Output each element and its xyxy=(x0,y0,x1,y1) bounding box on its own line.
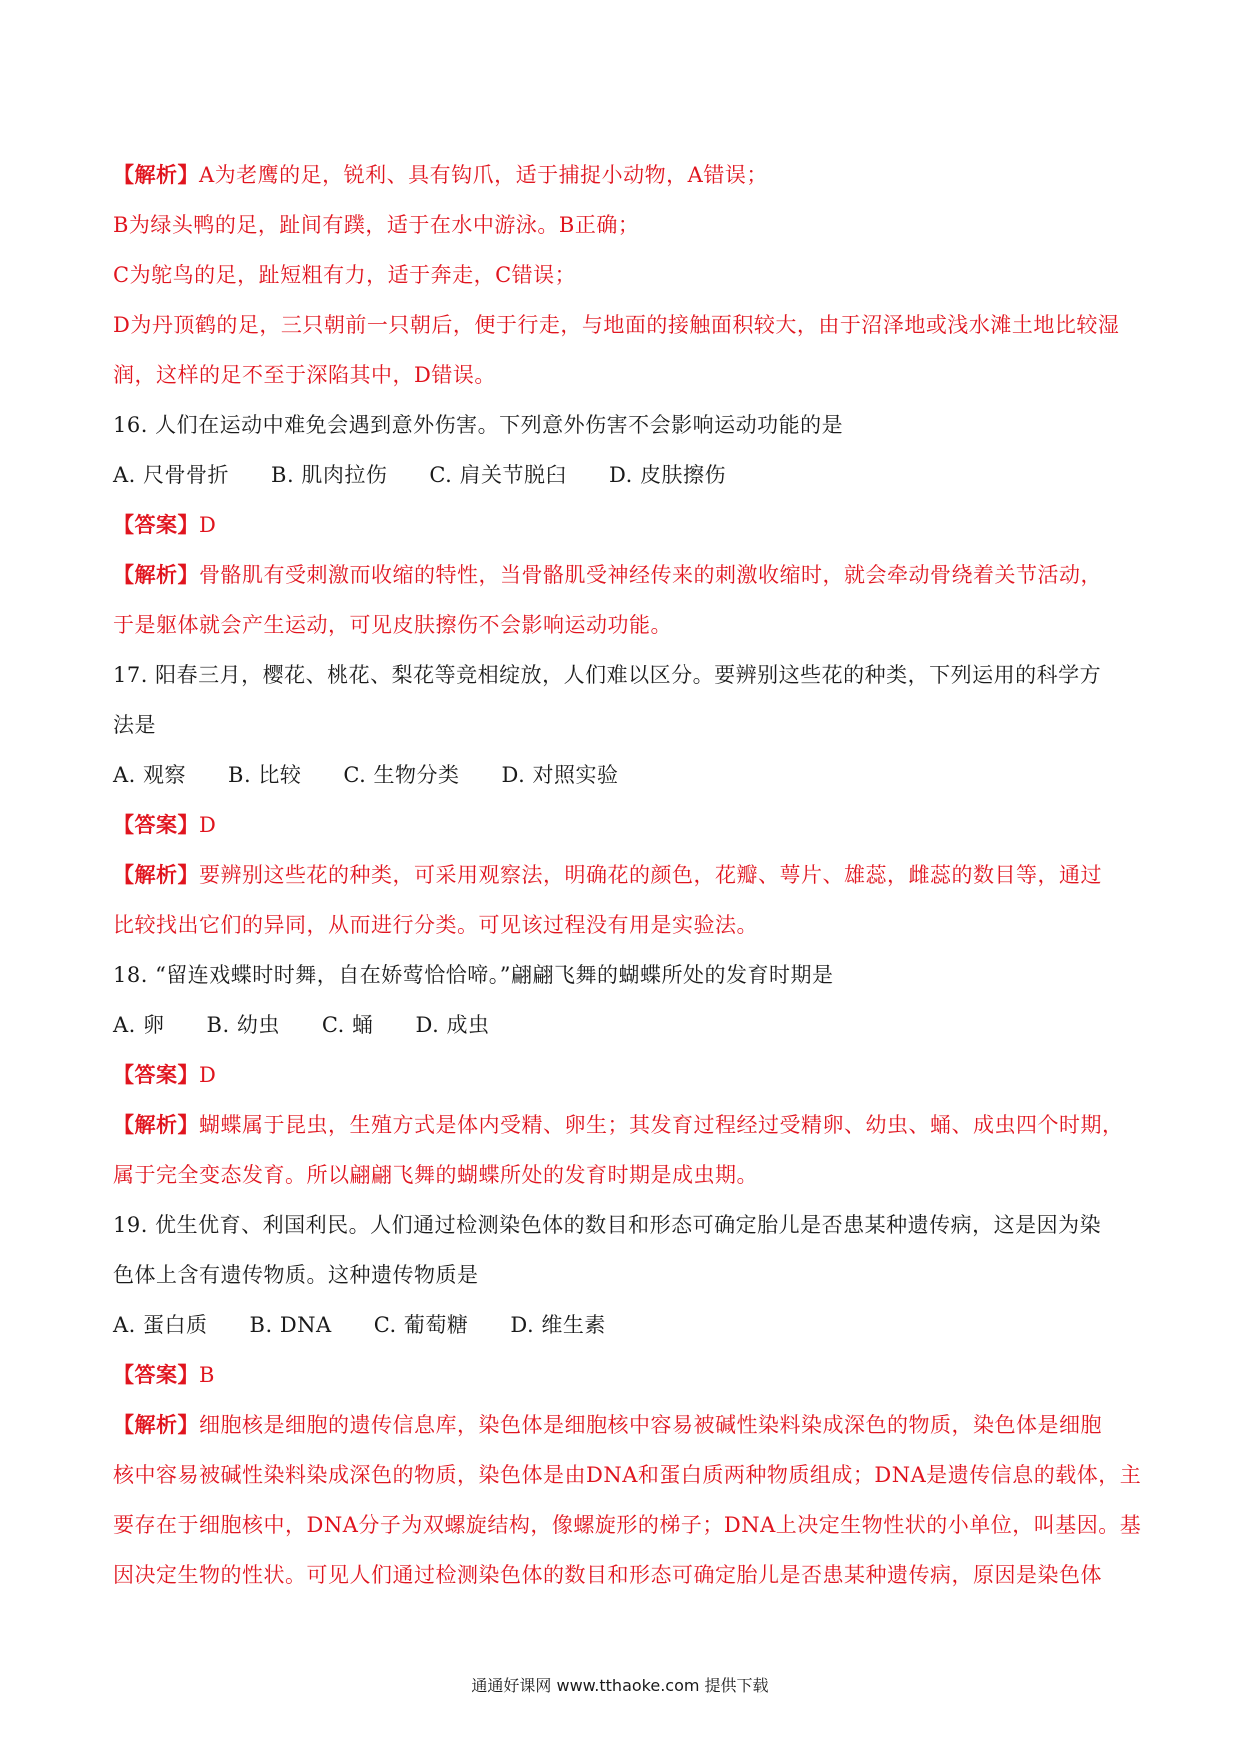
answer-value: D xyxy=(199,1063,217,1087)
q17-answer xyxy=(113,800,1133,850)
q16-analysis-line: 于是躯体就会产生运动，可见皮肤擦伤不会影响运动功能。 xyxy=(113,613,672,637)
option-b: B. 比较 xyxy=(228,763,302,787)
option-a: A. 卵 xyxy=(113,1013,165,1037)
option-b: B. 幼虫 xyxy=(206,1013,280,1037)
q19-analysis-line: 【解析】细胞核是细胞的遗传信息库，染色体是细胞核中容易被碱性染料染成深色的物质，染色体是细胞 xyxy=(113,1412,1102,1437)
analysis-label: 【解析】 xyxy=(113,562,199,587)
q15-analysis-line: C为鸵鸟的足，趾短粗有力，适于奔走，C错误； xyxy=(113,263,577,287)
answer-label: 【答案】 xyxy=(113,1062,199,1087)
analysis-label: 【解析】 xyxy=(113,1412,199,1437)
answer-value: D xyxy=(199,513,217,537)
option-b: B. DNA xyxy=(249,1313,332,1337)
q19-question: 19. 优生优育、利国利民。人们通过检测染色体的数目和形态可确定胎儿是否患某种遗传病，这是因为染 xyxy=(113,1213,1102,1237)
q16-answer xyxy=(113,500,1133,550)
q18-question: 18. “留连戏蝶时时舞，自在娇莺恰恰啼。”翩翩飞舞的蝴蝶所处的发育时期是 xyxy=(113,963,834,987)
q17-question: 17. 阳春三月，樱花、桃花、梨花等竞相绽放，人们难以区分。要辨别这些花的种类，下列运用的科学方 xyxy=(113,663,1102,687)
answer-value: D xyxy=(199,813,217,837)
q18-options xyxy=(113,1000,1133,1050)
q16-question: 16. 人们在运动中难免会遇到意外伤害。下列意外伤害不会影响运动功能的是 xyxy=(113,413,844,437)
q17-analysis-line: 比较找出它们的异同，从而进行分类。可见该过程没有用是实验法。 xyxy=(113,913,758,937)
option-c: C. 蛹 xyxy=(321,1013,374,1037)
q16-analysis-line: 【解析】骨骼肌有受刺激而收缩的特性，当骨骼肌受神经传来的刺激收缩时，就会牵动骨绕着关节活动， xyxy=(113,562,1102,587)
option-a: A. 蛋白质 xyxy=(113,1313,208,1337)
answer-label: 【答案】 xyxy=(113,1362,199,1387)
q19-options xyxy=(113,1300,1133,1350)
q19-analysis-line: 核中容易被碱性染料染成深色的物质，染色体是由DNA和蛋白质两种物质组成；DNA是遗传信息的载体，主 xyxy=(113,1463,1142,1487)
option-a: A. 尺骨骨折 xyxy=(113,463,230,487)
analysis-label: 【解析】 xyxy=(113,162,199,187)
option-d: D. 维生素 xyxy=(510,1313,606,1337)
q19-answer xyxy=(113,1350,1133,1400)
option-b: B. 肌肉拉伤 xyxy=(271,463,388,487)
answer-value: B xyxy=(199,1363,215,1387)
q18-analysis-line: 【解析】蝴蝶属于昆虫，生殖方式是体内受精、卵生；其发育过程经过受精卵、幼虫、蛹、成虫四个时期， xyxy=(113,1112,1124,1137)
option-c: C. 肩关节脱臼 xyxy=(429,463,567,487)
option-d: D. 对照实验 xyxy=(501,763,619,787)
q17-question: 法是 xyxy=(113,713,156,737)
option-c: C. 葡萄糖 xyxy=(373,1313,469,1337)
option-d: D. 皮肤擦伤 xyxy=(609,463,726,487)
q15-analysis-line: 润，这样的足不至于深陷其中，D错误。 xyxy=(113,363,496,387)
q18-answer xyxy=(113,1050,1133,1100)
q17-options xyxy=(113,750,1133,800)
q19-question: 色体上含有遗传物质。这种遗传物质是 xyxy=(113,1263,479,1287)
q19-analysis-line: 因决定生物的性状。可见人们通过检测染色体的数目和形态可确定胎儿是否患某种遗传病，原因是染色体 xyxy=(113,1563,1102,1587)
q15-analysis-line: D为丹顶鹤的足，三只朝前一只朝后，便于行走，与地面的接触面积较大，由于沼泽地或浅水滩土地比较湿 xyxy=(113,313,1120,337)
option-c: C. 生物分类 xyxy=(343,763,460,787)
q15-analysis-line: B为绿头鸭的足，趾间有蹼，适于在水中游泳。B正确； xyxy=(113,213,640,237)
option-d: D. 成虫 xyxy=(415,1013,490,1037)
document-body xyxy=(113,150,1142,1600)
analysis-label: 【解析】 xyxy=(113,862,199,887)
answer-label: 【答案】 xyxy=(113,512,199,537)
q15-analysis-line: 【解析】A为老鹰的足，锐利、具有钩爪，适于捕捉小动物，A错误； xyxy=(113,162,768,187)
analysis-label: 【解析】 xyxy=(113,1112,199,1137)
q17-analysis-line: 【解析】要辨别这些花的种类，可采用观察法，明确花的颜色，花瓣、萼片、雄蕊，雌蕊的数目等，通过 xyxy=(113,862,1102,887)
q18-analysis-line: 属于完全变态发育。所以翩翩飞舞的蝴蝶所处的发育时期是成虫期。 xyxy=(113,1163,758,1187)
answer-label: 【答案】 xyxy=(113,812,199,837)
option-a: A. 观察 xyxy=(113,763,187,787)
q16-options xyxy=(113,450,1133,500)
q19-analysis-line: 要存在于细胞核中，DNA分子为双螺旋结构，像螺旋形的梯子；DNA上决定生物性状的小单位，叫基因。基 xyxy=(113,1513,1142,1537)
page-footer: 通通好课网 www.tthaoke.com 提供下载 xyxy=(471,1676,769,1695)
